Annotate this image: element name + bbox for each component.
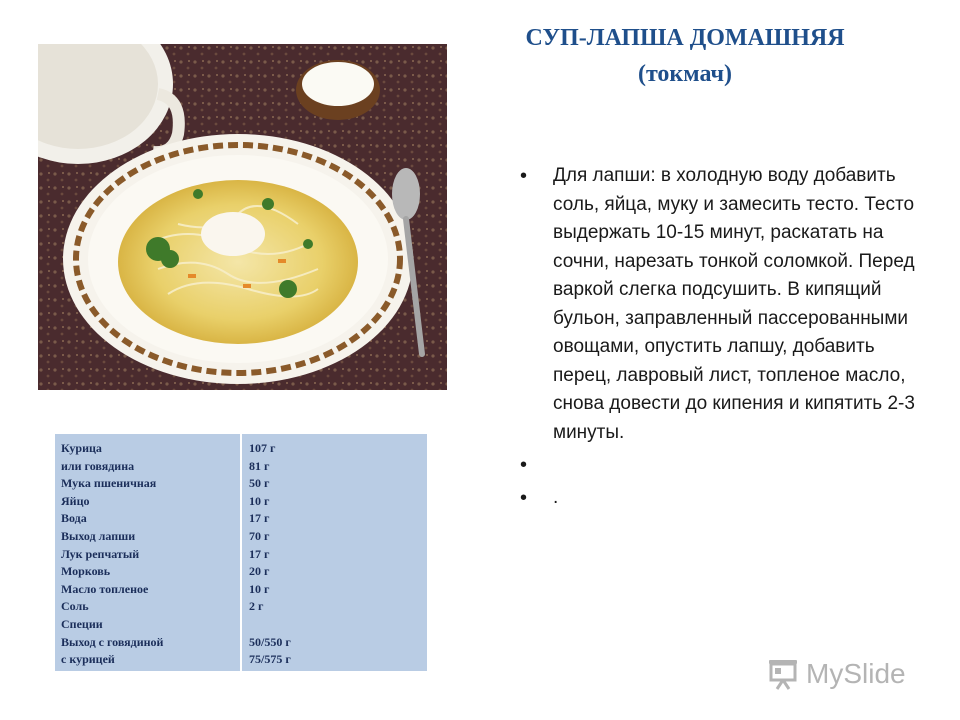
soup-photo-illustration [38, 44, 447, 390]
title-line-1: СУП-ЛАПША ДОМАШНЯЯ [525, 25, 845, 51]
ingredient-name: Курица [61, 441, 102, 455]
ingredient-name: Мука пшеничная [61, 476, 157, 491]
ingredient-value: 20 г [249, 564, 270, 579]
ingredient-name: или говядина [61, 458, 135, 473]
ingredient-value: 50 г [249, 476, 270, 491]
ingredient-name: Выход лапши [61, 528, 136, 543]
ingredient-name: с курицей [61, 652, 115, 667]
ingredients-values-column [249, 440, 291, 669]
ingredient-name: Морковь [61, 564, 111, 579]
ingredient-name: Выход с говядиной [61, 634, 164, 649]
recipe-bullet-instructions: • Для лапши: в холодную воду добавить соль, яйца, муку и замесить тесто. Тесто выдержать 10-15 минут, раскатать на сочни, нарезать тонкой соломкой. Перед варкой слегка подсушить. В кипящий бульон, заправленный пассерованными овощами, опустить лапшу, добавить перец, лавровый лист, топленое масло, снова довести до кипения и кипятить 2-3 минуты. [520, 162, 920, 447]
ingredients-column-divider [240, 434, 242, 671]
ingredients-names-column [61, 440, 163, 669]
ingredient-value: 70 г [249, 528, 270, 543]
ingredient-value: 75/575 г [249, 652, 291, 667]
ingredients-table [55, 434, 427, 671]
ingredient-value: 17 г [249, 511, 270, 526]
title-line-2: (токмач) [637, 61, 733, 87]
ingredient-value [249, 616, 291, 634]
ingredient-value: 81 г [249, 458, 270, 473]
recipe-bullet-dot: • . [520, 484, 920, 513]
soup-photo [38, 44, 447, 390]
recipe-bullet-list [520, 162, 920, 516]
ingredient-value: 2 г [249, 599, 264, 614]
ingredient-value: 10 г [249, 581, 270, 596]
ingredient-name: Соль [61, 599, 89, 614]
ingredient-value: 10 г [249, 493, 270, 508]
recipe-bullet-empty [520, 451, 920, 480]
watermark-text: MySlide [806, 658, 906, 689]
myslide-watermark [766, 654, 906, 694]
ingredient-name: Специи [61, 616, 103, 631]
ingredient-name: Яйцо [61, 493, 90, 508]
ingredient-value: 17 г [249, 546, 270, 561]
ingredient-value: 50/550 г [249, 634, 291, 649]
slide-title [470, 20, 900, 92]
ingredient-name: Лук репчатый [61, 546, 140, 561]
ingredient-name: Масло топленое [61, 581, 149, 596]
ingredient-name: Вода [61, 511, 87, 526]
ingredient-value: 107 г [249, 441, 276, 455]
presentation-icon [766, 658, 800, 690]
